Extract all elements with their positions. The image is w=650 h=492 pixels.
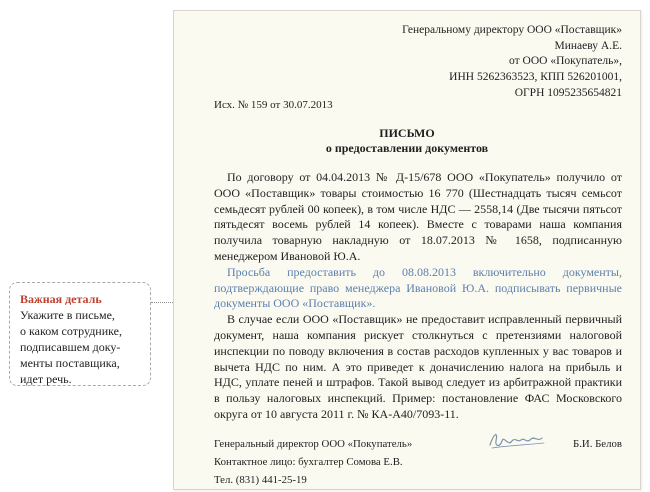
- contact-person: Контактное лицо: бухгалтер Сомова Е.В.: [214, 456, 403, 468]
- subtitle-line: о предоставлении документов: [325, 141, 489, 155]
- callout-title: Важная деталь: [20, 292, 102, 306]
- signatory-block: [214, 435, 412, 489]
- callout-text: [20, 307, 142, 387]
- addressee-line: Минаеву А.Е.: [554, 39, 622, 52]
- contact-phone: Тел. (831) 441-25-19: [214, 474, 307, 486]
- letter-sheet: [173, 10, 641, 490]
- callout-line: менты поставщика,: [20, 356, 120, 370]
- paragraph-request-highlighted: Просьба предоставить до 08.08.2013 включительно документы, подтверждающие право менеджера Ивановой Ю.А. подписывать первичные документы ООО «Поставщик».: [214, 264, 622, 311]
- signature-name: Б.И. Белов: [573, 438, 622, 450]
- handwritten-signature: [484, 427, 554, 453]
- addressee-block: [402, 23, 622, 102]
- callout-line: о каком сотруднике,: [20, 324, 123, 338]
- letter-title: [174, 126, 640, 156]
- paragraph-consequences: В случае если ООО «Поставщик» не предоставит исправленный первичный документ, наша компания рискует столкнуться с претензиями налоговой инспекции по поводу включения в состав расходов купленных у вас товаров и вычета НДС по ним. А это приведет к доначислению налога на прибыль и НДС, уплате пеней и штрафов. Такой вывод следует из арбитражной практики в пользу налоговых инспекций. Пример: постановление ФАС Московского округа от 10 августа 2011 г. № КА-А40/7093-11.: [214, 312, 622, 421]
- signatory-title: Генеральный директор ООО «Покупатель»: [214, 438, 413, 450]
- addressee-line: ИНН 5262363523, КПП 526201001,: [449, 71, 622, 84]
- addressee-line: Генеральному директору ООО «Поставщик»: [402, 24, 622, 36]
- callout-line: Укажите в письме,: [20, 308, 115, 322]
- paragraph-contract: По договору от 04.04.2013 № Д-15/678 ООО «Покупатель» получило от ООО «Поставщик» товары стоимостью 16 770 (Шестнадцать тысяч семьсот семьдесят рублей 00 копеек), в том числе НДС — 2558,14 (Две тысячи пятьсот пятьдесят восемь рублей 14 копеек). Вместе с товарами наша компания получила товарную накладную от 18.07.2013 № 1658, подписанную менеджером Ивановой Ю.А.: [214, 170, 622, 263]
- title-line: ПИСЬМО: [379, 126, 435, 140]
- letter-body: [214, 170, 622, 423]
- addressee-line: ОГРН 1095235654821: [514, 86, 622, 99]
- callout-line: подписавшем доку-: [20, 340, 121, 354]
- important-detail-callout: [9, 282, 151, 386]
- callout-line: идет речь.: [20, 372, 72, 386]
- outgoing-number: Исх. № 159 от 30.07.2013: [214, 99, 333, 111]
- addressee-line: от ООО «Покупатель»,: [509, 55, 622, 68]
